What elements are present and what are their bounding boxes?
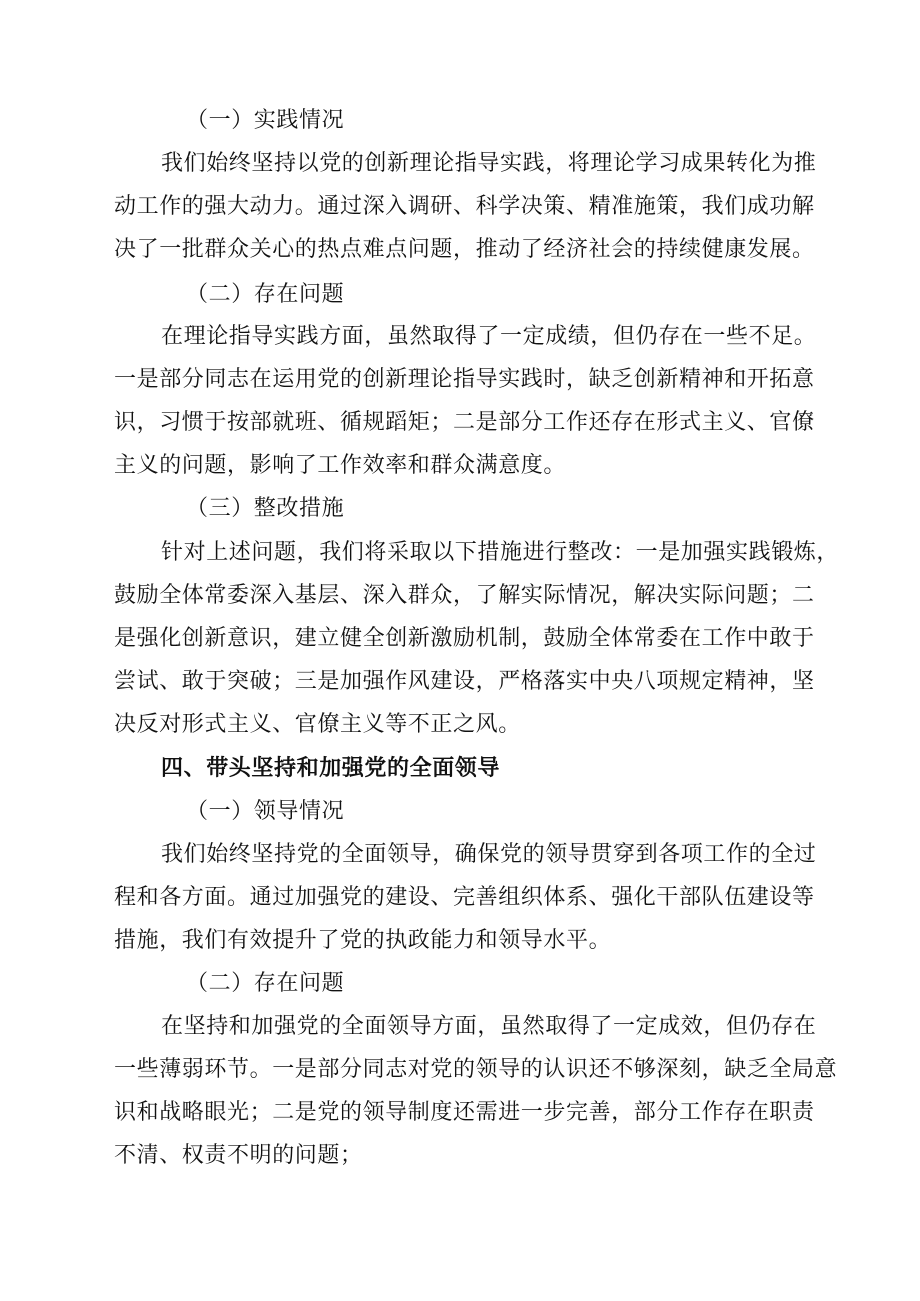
paragraph-line: 识和战略眼光；二是党的领导制度还需进一步完善，部分工作存在职责 xyxy=(114,1100,815,1125)
paragraph-line: 是强化创新意识，建立健全创新激励机制，鼓励全体常委在工作中敢于 xyxy=(114,626,815,651)
paragraph-line: 主义的问题，影响了工作效率和群众满意度。 xyxy=(114,453,567,478)
paragraph-line: 在理论指导实践方面，虽然取得了一定成绩，但仍存在一些不足。 xyxy=(161,324,817,349)
paragraph-line: 我们始终坚持党的全面领导，确保党的领导贯穿到各项工作的全过 xyxy=(161,842,817,867)
subsection-heading: （二）存在问题 xyxy=(186,971,345,996)
subsection-heading: （二）存在问题 xyxy=(186,282,345,307)
subsection-heading: （一）领导情况 xyxy=(186,799,345,824)
paragraph-line: 程和各方面。通过加强党的建设、完善组织体系、强化干部队伍建设等 xyxy=(114,885,815,910)
paragraph-line: 尝试、敢于突破；三是加强作风建设，严格落实中央八项规定精神，坚 xyxy=(114,669,815,694)
subsection-heading: （三）整改措施 xyxy=(186,496,345,521)
paragraph-line: 动工作的强大动力。通过深入调研、科学决策、精准施策，我们成功解 xyxy=(114,194,815,219)
section-title: 四、带头坚持和加强党的全面领导 xyxy=(161,756,501,781)
paragraph-line: 鼓励全体常委深入基层、深入群众，了解实际情况，解决实际问题；二 xyxy=(114,583,815,608)
paragraph-line: 一是部分同志在运用党的创新理论指导实践时，缺乏创新精神和开拓意 xyxy=(114,367,815,392)
paragraph-line: 决反对形式主义、官僚主义等不正之风。 xyxy=(114,712,521,737)
paragraph-line: 我们始终坚持以党的创新理论指导实践，将理论学习成果转化为推 xyxy=(161,151,817,176)
paragraph-line: 措施，我们有效提升了党的执政能力和领导水平。 xyxy=(114,928,612,953)
paragraph-line: 识，习惯于按部就班、循规蹈矩；二是部分工作还存在形式主义、官僚 xyxy=(114,410,815,435)
paragraph-line: 决了一批群众关心的热点难点问题，推动了经济社会的持续健康发展。 xyxy=(114,237,815,262)
paragraph-line: 针对上述问题，我们将采取以下措施进行整改：一是加强实践锻炼， xyxy=(161,540,840,565)
paragraph-line: 在坚持和加强党的全面领导方面，虽然取得了一定成效，但仍存在 xyxy=(161,1014,817,1039)
subsection-heading: （一）实践情况 xyxy=(186,108,345,133)
paragraph-line: 一些薄弱环节。一是部分同志对党的领导的认识还不够深刻，缺乏全局意 xyxy=(114,1057,838,1082)
paragraph-line: 不清、权责不明的问题； xyxy=(114,1143,363,1168)
